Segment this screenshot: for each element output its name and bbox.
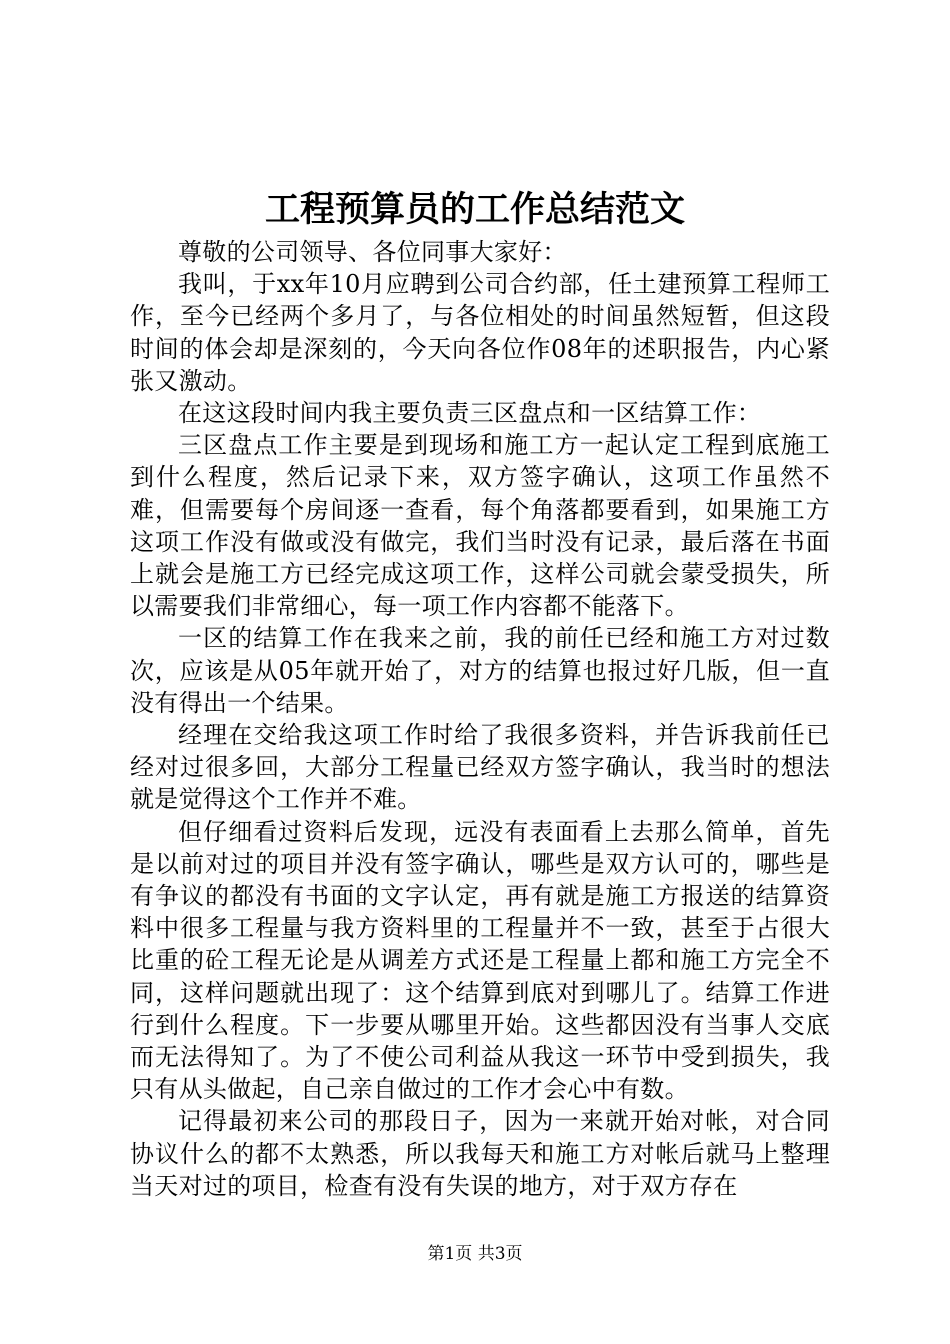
paragraph-early-days: 记得最初来公司的那段日子，因为一来就开始对帐，对合同协议什么的都不太熟悉，所以我每天和施工方对帐后就马上整理当天对过的项目，检查有没有失误的地方，对于双方存在 [130, 1107, 830, 1200]
paragraph-introduction: 我叫，于xx年10月应聘到公司合约部，任土建预算工程师工作，至今已经两个多月了，与各位相处的时间虽然短暂，但这段时间的体会却是深刻的，今天向各位作08年的述职报告，内心紧张又激动。 [130, 270, 830, 395]
paragraph-manager-handover: 经理在交给我这项工作时给了我很多资料，并告诉我前任已经对过很多回，大部分工程量已经双方签字确认，我当时的想法就是觉得这个工作并不难。 [130, 721, 830, 814]
paragraph-settlement-history: 一区的结算工作在我来之前，我的前任已经和施工方对过数次，应该是从05年就开始了，对方的结算也报过好几版，但一直没有得出一个结果。 [130, 624, 830, 717]
paragraph-responsibilities: 在这这段时间内我主要负责三区盘点和一区结算工作： [178, 399, 762, 428]
paragraph-problems-found: 但仔细看过资料后发现，远没有表面看上去那么简单，首先是以前对过的项目并没有签字确认，哪些是双方认可的，哪些是有争议的都没有书面的文字认定，再有就是施工方报送的结算资料中很多工程量与我方资料里的工程量并不一致，甚至于占很大比重的砼工程无论是从调差方式还是工程量上都和施工方完全不同，这样问题就出现了：这个结算到底对到哪儿了。结算工作进行到什么程度。下一步要从哪里开始。这些都因没有当事人交底而无法得知了。为了不使公司利益从我这一环节中受到损失，我只有从头做起，自己亲自做过的工作才会心中有数。 [130, 817, 830, 1104]
page-footer: 第1页 共3页 [427, 1244, 523, 1264]
paragraph-greeting: 尊敬的公司领导、各位同事大家好： [178, 238, 567, 266]
document-title: 工程预算员的工作总结范文 [264, 189, 685, 230]
document-body [130, 236, 830, 1202]
paragraph-inventory-work: 三区盘点工作主要是到现场和施工方一起认定工程到底施工到什么程度，然后记录下来，双方签字确认，这项工作虽然不难，但需要每个房间逐一查看，每个角落都要看到，如果施工方这项工作没有做或没有做完，我们当时没有记录，最后落在书面上就会是施工方已经完成这项工作，这样公司就会蒙受损失，所以需要我们非常细心，每一项工作内容都不能落下。 [130, 431, 830, 621]
